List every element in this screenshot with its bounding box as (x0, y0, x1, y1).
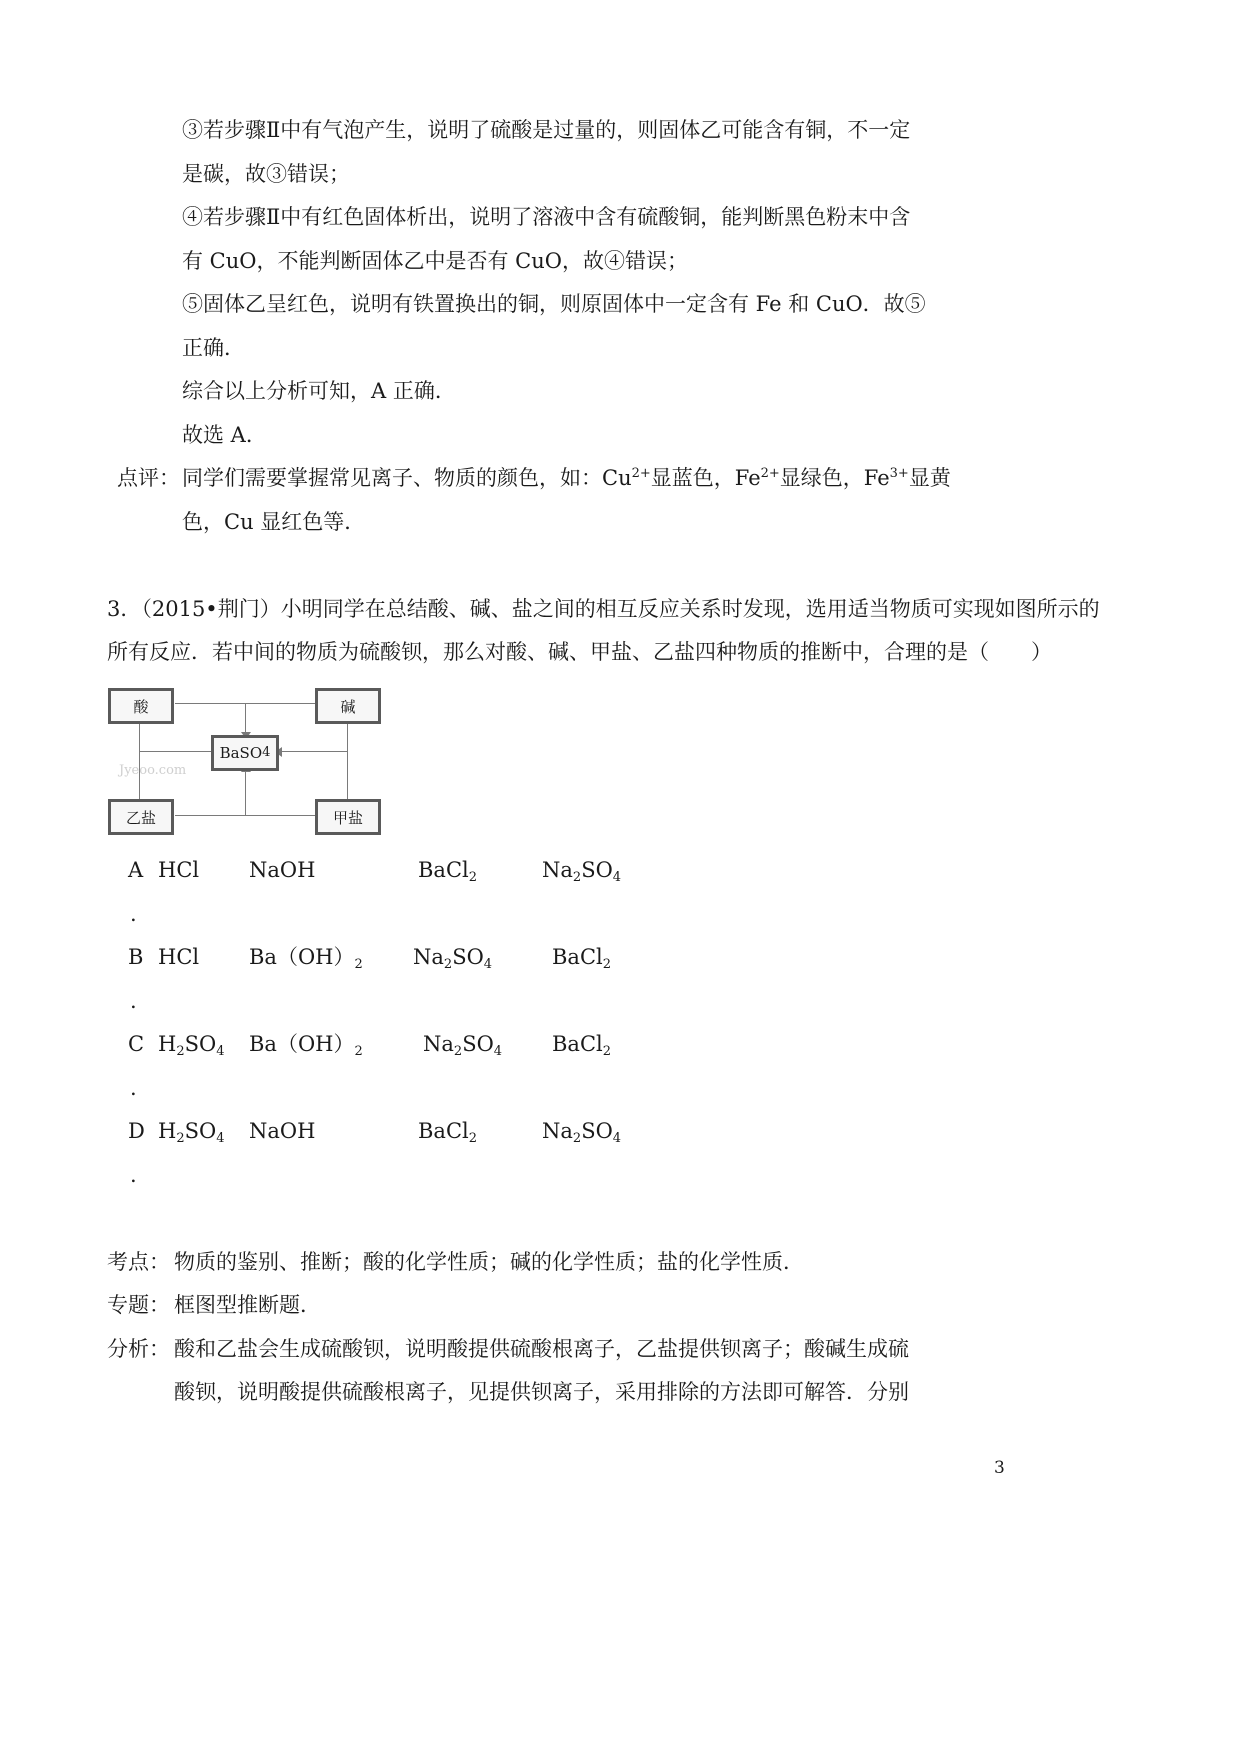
solution-line-5: ⑤固体乙呈红色，说明有铁置换出的铜，则原固体中一定含有 Fe 和 CuO．故⑤ (182, 292, 926, 316)
reaction-diagram (105, 685, 380, 835)
option-c-dot: . (130, 1076, 137, 1100)
option-c-acid: $H_2SO_4$ (158, 1032, 225, 1059)
box-salt-yi: 乙盐 (108, 799, 174, 835)
line-base-jia (347, 723, 348, 803)
option-a-dot: . (130, 902, 137, 926)
option-d-letter[interactable]: D (128, 1119, 145, 1143)
option-b-base: $Ba(OH)_2$ (249, 945, 363, 972)
option-a-acid: HCl (158, 858, 200, 882)
solution-summary: 综合以上分析可知，A 正确． (182, 379, 456, 403)
question-line-1: 3．（2015•荆门）小明同学在总结酸、碱、盐之间的相互反应关系时发现，选用适当物质可实现如图所示的 (107, 597, 1100, 621)
fenxi-label: 分析： (107, 1337, 170, 1361)
option-b-dot: . (130, 989, 137, 1013)
solution-line-3-cont: 是碳，故③错误； (182, 162, 350, 186)
option-c-yi: BaCl$_2$ (552, 1032, 612, 1059)
option-a-base: NaOH (249, 858, 316, 882)
solution-line-3: ③若步骤Ⅱ中有气泡产生，说明了硫酸是过量的，则固体乙可能含有铜，不一定 (182, 118, 911, 142)
solution-line-5-cont: 正确． (182, 336, 245, 360)
option-d-base: NaOH (249, 1119, 316, 1143)
option-b-letter[interactable]: B (128, 945, 144, 969)
box-salt-jia: 甲盐 (315, 799, 381, 835)
box-base: 碱 (315, 688, 381, 724)
option-b-yi: BaCl$_2$ (552, 945, 612, 972)
option-a-letter[interactable]: A (128, 858, 144, 882)
box-acid: 酸 (108, 688, 174, 724)
option-d-dot: . (130, 1163, 137, 1187)
page-number: 3 (994, 1458, 1005, 1478)
kaodian-text: 物质的鉴别、推断；酸的化学性质；碱的化学性质；盐的化学性质． (174, 1250, 804, 1274)
zhuanti-label: 专题： (107, 1293, 170, 1317)
question-line-2: 所有反应．若中间的物质为硫酸钡，那么对酸、碱、甲盐、乙盐四种物质的推断中，合理的是（ ） (107, 640, 1052, 664)
line-left-to-center (139, 751, 211, 752)
line-to-center-bottom (245, 767, 246, 815)
zhuanti-text: 框图型推断题． (174, 1293, 321, 1317)
comment-line-2: 色，Cu 显红色等． (182, 510, 366, 534)
option-a-jia: BaCl$_2$ (418, 858, 478, 885)
option-a-yi: $Na_2SO_4$ (542, 858, 622, 885)
option-c-jia: $Na_2SO_4$ (423, 1032, 503, 1059)
kaodian-label: 考点： (107, 1250, 170, 1274)
fenxi-line-2: 酸钡，说明酸提供硫酸根离子，见提供钡离子，采用排除的方法即可解答．分别 (174, 1380, 909, 1404)
fenxi-line-1: 酸和乙盐会生成硫酸钡，说明酸提供硫酸根离子，乙盐提供钡离子；酸碱生成硫 (174, 1337, 909, 1361)
option-d-yi: $Na_2SO_4$ (542, 1119, 622, 1146)
box-center-baso4: BaSO 4 (211, 735, 279, 771)
comment-label: 点评： (117, 466, 180, 490)
solution-line-4-cont: 有 CuO，不能判断固体乙中是否有 CuO，故④错误； (182, 249, 688, 273)
comment-line-1: 同学们需要掌握常见离子、物质的颜色，如：$Cu^{2+}$显蓝色，$Fe^{2+}$显绿色，$Fe^{3+}$显黄 (182, 466, 951, 490)
solution-line-4: ④若步骤Ⅱ中有红色固体析出，说明了溶液中含有硫酸铜，能判断黑色粉末中含 (182, 205, 911, 229)
option-b-acid: HCl (158, 945, 200, 969)
option-c-letter[interactable]: C (128, 1032, 145, 1056)
option-b-jia: $Na_2SO_4$ (413, 945, 493, 972)
option-d-jia: BaCl$_2$ (418, 1119, 478, 1146)
option-d-acid: $H_2SO_4$ (158, 1119, 225, 1146)
option-c-base: $Ba(OH)_2$ (249, 1032, 363, 1059)
line-right-to-center (277, 751, 348, 752)
solution-answer: 故选 A． (182, 423, 267, 447)
line-yi-jia (175, 815, 317, 816)
diagram-watermark: Jyeoo.com (119, 763, 187, 778)
